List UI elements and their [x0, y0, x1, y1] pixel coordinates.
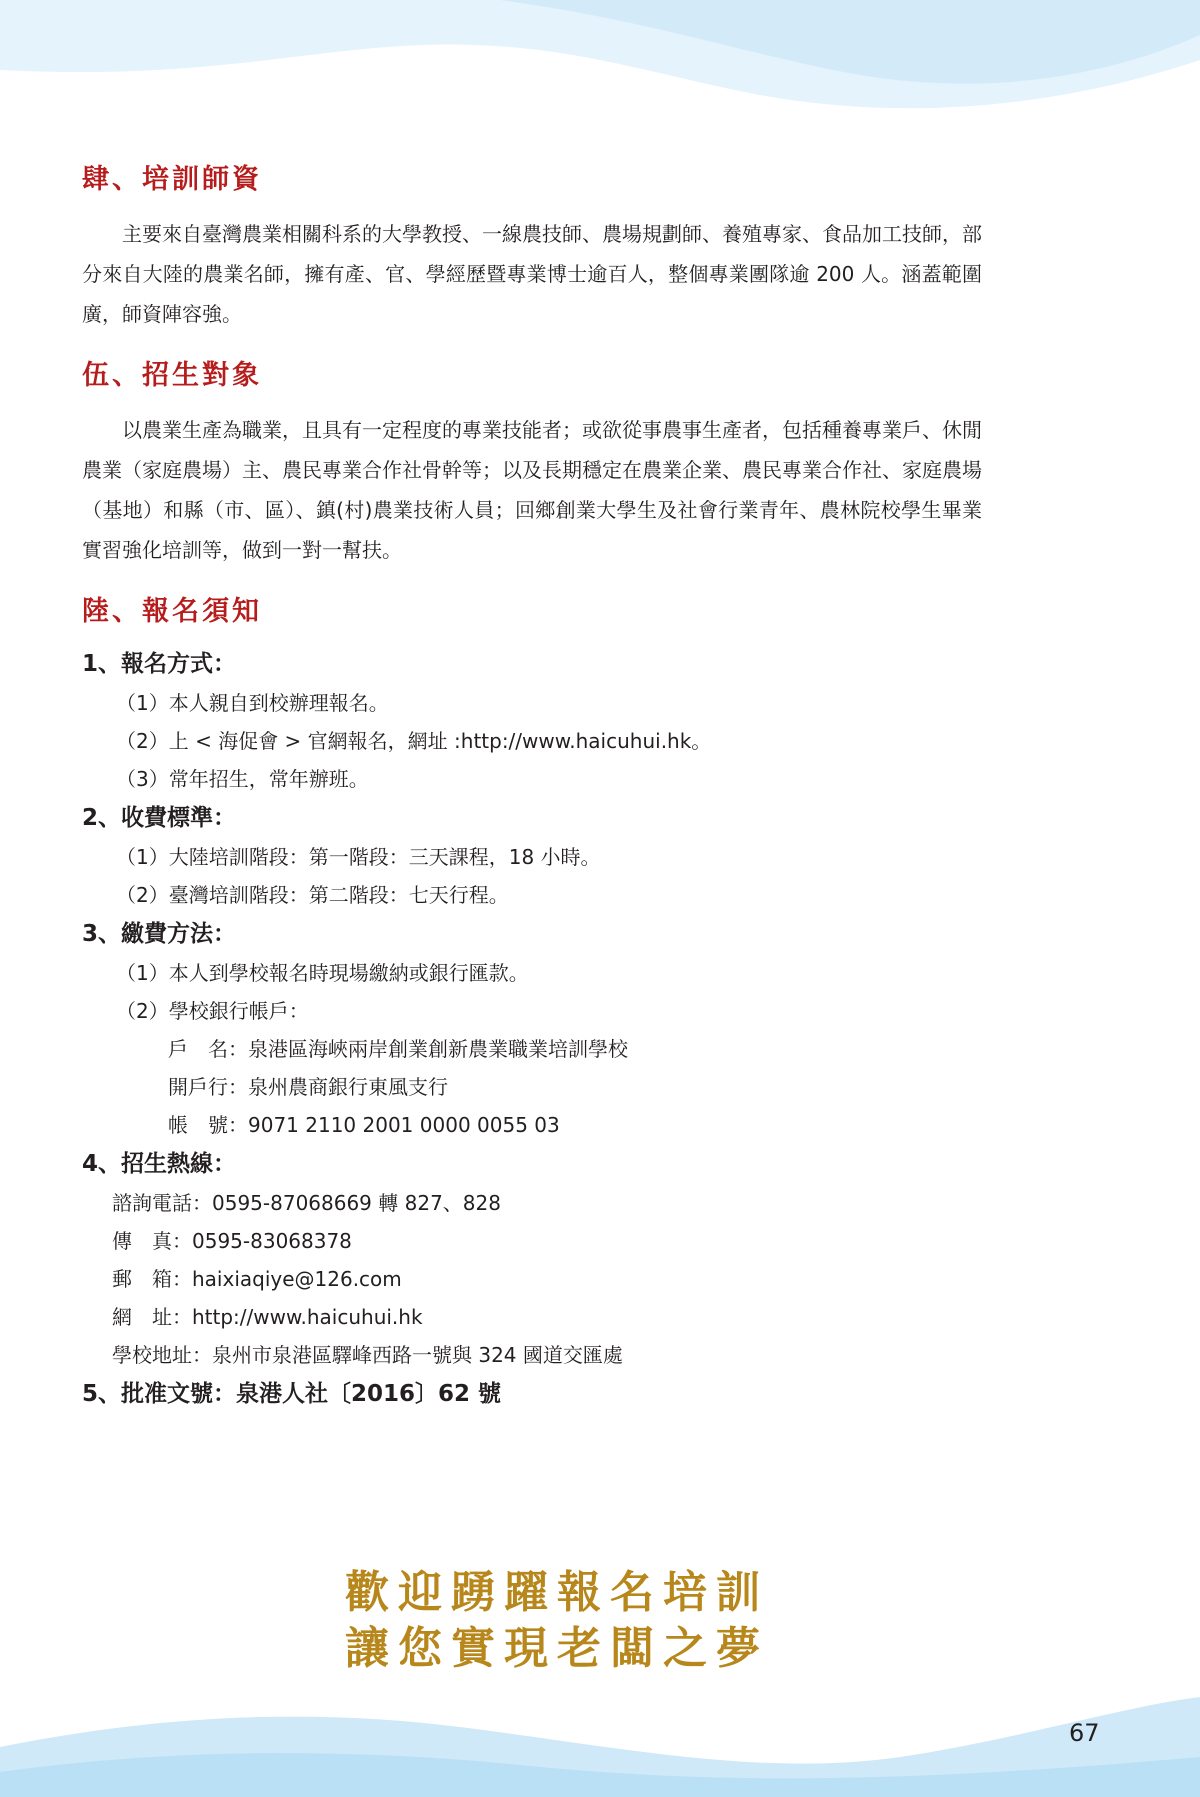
list-item: （1）本人到學校報名時現場繳納或銀行匯款。: [116, 961, 529, 985]
subsection-fee-standard: 2、收費標準：: [82, 805, 237, 831]
list-item: （1）大陸培訓階段：第一階段：三天課程，18 小時。: [116, 845, 601, 869]
contact-fax: 傳 真：0595-83068378: [112, 1229, 352, 1253]
account-number: 帳 號：9071 2110 2001 0000 0055 03: [168, 1113, 560, 1137]
slogan-line-2: 讓您實現老闆之夢: [345, 1623, 769, 1674]
faculty-paragraph: 主要來自臺灣農業相關科系的大學教授、一線農技師、農場規劃師、養殖專家、食品加工技師，部分來自大陸的農業名師，擁有產、官、學經歷暨專業博士逾百人，整個專業團隊逾 200 人。涵蓋範圍廣，師資陣容強。: [82, 222, 983, 326]
section-title-registration: 陸、報名須知: [82, 596, 262, 627]
list-item: （2）臺灣培訓階段：第二階段：七天行程。: [116, 883, 509, 907]
account-bank: 開戶行：泉州農商銀行東風支行: [168, 1075, 448, 1099]
list-item: （2）學校銀行帳戶：: [116, 999, 309, 1023]
section-title-faculty: 肆、培訓師資: [82, 164, 262, 195]
top-wave-decoration: [0, 0, 1200, 130]
subsection-registration-method: 1、報名方式：: [82, 651, 237, 677]
subsection-payment-method: 3、繳費方法：: [82, 921, 237, 947]
section-title-enrollment-target: 伍、招生對象: [82, 360, 262, 391]
list-item: （3）常年招生，常年辦班。: [116, 767, 369, 791]
page-content: [82, 160, 982, 1414]
slogan: [345, 1565, 845, 1677]
contact-address: 學校地址：泉州市泉港區驛峰西路一號與 324 國道交匯處: [112, 1343, 623, 1367]
enrollment-target-paragraph: 以農業生產為職業，且具有一定程度的專業技能者；或欲從事農事生產者，包括種養專業戶、休閒農業（家庭農場）主、農民專業合作社骨幹等；以及長期穩定在農業企業、農民專業合作社、家庭農場（基地）和縣（市、區）、鎮(村)農業技術人員；回鄉創業大學生及社會行業青年、農林院校學生畢業實習強化培訓等，做到一對一幫扶。: [82, 418, 983, 562]
subsection-approval-number: 5、批准文號：泉港人社〔2016〕62 號: [82, 1381, 502, 1407]
contact-phone: 諮詢電話：0595-87068669 轉 827、828: [112, 1191, 501, 1215]
account-name: 戶 名：泉港區海峽兩岸創業創新農業職業培訓學校: [168, 1037, 628, 1061]
contact-email: 郵 箱：haixiaqiye@126.com: [112, 1267, 402, 1291]
bottom-wave-decoration: [0, 1687, 1200, 1797]
list-item: （1）本人親自到校辦理報名。: [116, 691, 389, 715]
list-item: （2）上 < 海促會 > 官網報名，網址 :http://www.haicuhui.hk。: [116, 729, 712, 753]
subsection-hotline: 4、招生熱線：: [82, 1151, 237, 1177]
slogan-line-1: 歡迎踴躍報名培訓: [345, 1567, 769, 1618]
page-number: 67: [1069, 1719, 1100, 1747]
contact-website: 網 址：http://www.haicuhui.hk: [112, 1305, 423, 1329]
